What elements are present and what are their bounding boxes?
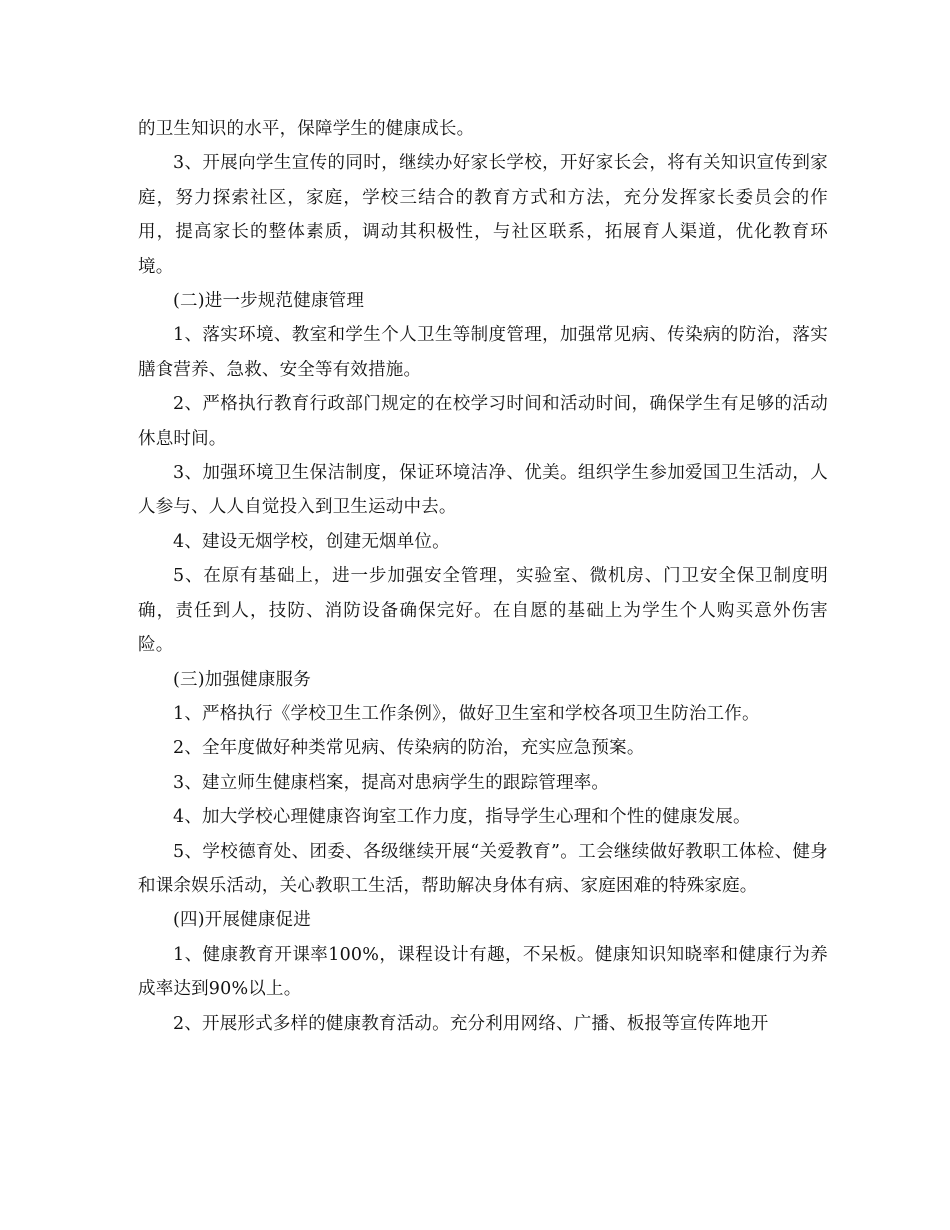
section-heading-4: (四)开展健康促进 [173,910,311,931]
list-item-3-hygiene: 3、加强环境卫生保洁制度，保证环境洁净、优美。组织学生参加爱国卫生活动，人人参与、人人自觉投入到卫生运动中去。 [138,463,828,518]
list-item-4-smoke-free: 4、建设无烟学校，创建无烟单位。 [173,531,450,552]
list-item-4-counseling: 4、加大学校心理健康咨询室工作力度，指导学生心理和个性的健康发展。 [173,807,751,828]
list-item-2-disease: 2、全年度做好种类常见病、传染病的防治，充实应急预案。 [173,738,645,759]
section-heading-2: (二)进一步规范健康管理 [173,291,365,312]
list-item-1-regulations: 1、严格执行《学校卫生工作条例》，做好卫生室和学校各项卫生防治工作。 [173,703,760,724]
document-body [138,112,828,1041]
list-item-3-publicity: 3、开展向学生宣传的同时，继续办好家长学校，开好家长会，将有关知识宣传到家庭，努力探索社区，家庭，学校三结合的教育方式和方法，充分发挥家长委员会的作用，提高家长的整体素质，调动其积极性，与社区联系，拓展育人渠道，优化教育环境。 [138,153,828,277]
list-item-3-records: 3、建立师生健康档案，提高对患病学生的跟踪管理率。 [173,772,610,793]
list-item-5-safety: 5、在原有基础上，进一步加强安全管理，实验室、微机房、门卫安全保卫制度明确，责任到人，技防、消防设备确保完好。在自愿的基础上为学生个人购买意外伤害险。 [138,566,828,656]
paragraph-continuation: 的卫生知识的水平，保障学生的健康成长。 [138,119,475,139]
list-item-1-course-rate: 1、健康教育开课率100%，课程设计有趣，不呆板。健康知识知晓率和健康行为养成率达到90%以上。 [138,944,828,1000]
list-item-2-schedule: 2、严格执行教育行政部门规定的在校学习时间和活动时间，确保学生有足够的活动休息时间。 [138,394,828,449]
list-item-2-activities: 2、开展形式多样的健康教育活动。充分利用网络、广播、板报等宣传阵地开 [173,1013,769,1034]
section-heading-3: (三)加强健康服务 [173,669,311,690]
list-item-5-care: 5、学校德育处、团委、各级继续开展“关爱教育”。工会继续做好教职工体检、健身和课余娱乐活动，关心教职工生活，帮助解决身体有病、家庭困难的特殊家庭。 [138,841,828,896]
list-item-1-environment: 1、落实环境、教室和学生个人卫生等制度管理，加强常见病、传染病的防治，落实膳食营养、急救、安全等有效措施。 [138,325,828,380]
